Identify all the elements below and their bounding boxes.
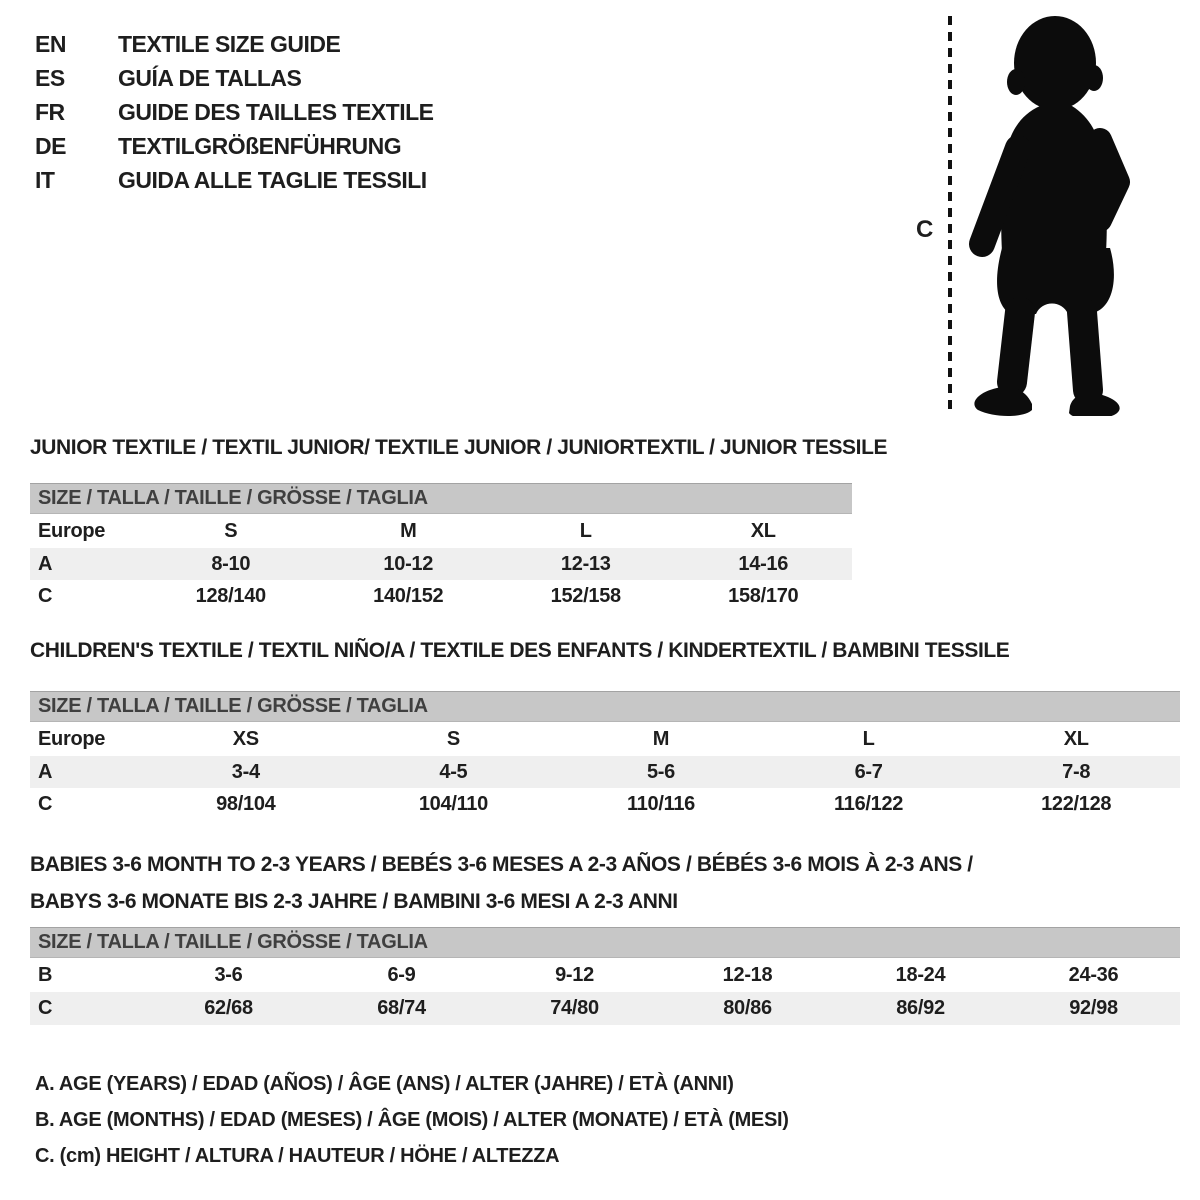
row-label: Europe <box>38 519 106 542</box>
age-cell: 9-12 <box>555 963 594 986</box>
row-label: B <box>38 963 53 986</box>
size-cell: M <box>400 519 417 542</box>
height-cell: 92/98 <box>1069 997 1118 1019</box>
legend-age-years: A. AGE (YEARS) / EDAD (AÑOS) / ÂGE (ANS) / ALTER (JAHRE) / ETÀ (ANNI) <box>35 1073 734 1095</box>
measurement-legend <box>35 1066 789 1174</box>
height-cell: 140/152 <box>373 585 444 607</box>
childrens-size-header: SIZE / TALLA / TAILLE / GRÖSSE / TAGLIA <box>30 691 1180 722</box>
age-cell: 3-4 <box>231 760 260 783</box>
guide-title-es: GUÍA DE TALLAS <box>118 64 302 91</box>
junior-textile-table <box>30 435 888 613</box>
age-cell: 4-5 <box>439 760 468 783</box>
age-cell: 3-6 <box>214 963 243 986</box>
height-cell: 122/128 <box>1041 793 1112 815</box>
size-cell: L <box>862 727 875 750</box>
toddler-silhouette <box>962 12 1138 416</box>
junior-size-header: SIZE / TALLA / TAILLE / GRÖSSE / TAGLIA <box>30 483 852 514</box>
table-row <box>30 722 1180 756</box>
babies-table-title-line2: BABYS 3-6 MONATE BIS 2-3 JAHRE / BAMBINI 3-6 MESI A 2-3 ANNI <box>30 890 678 913</box>
table-row <box>30 580 852 613</box>
guide-title-fr: GUIDE DES TAILLES TEXTILE <box>118 98 434 125</box>
size-cell: L <box>579 519 592 542</box>
age-cell: 18-24 <box>895 963 946 986</box>
age-cell: 7-8 <box>1062 760 1091 783</box>
height-cell: 74/80 <box>550 997 599 1019</box>
height-cell: 152/158 <box>550 585 621 607</box>
age-cell: 12-13 <box>560 552 611 575</box>
language-row-de <box>35 129 434 163</box>
age-cell: 6-9 <box>387 963 416 986</box>
table-row <box>30 548 852 580</box>
table-row <box>30 756 1180 788</box>
size-cell: XL <box>750 519 776 542</box>
height-cell: 158/170 <box>728 585 799 607</box>
table-row <box>30 992 1180 1025</box>
childrens-textile-table <box>30 638 1180 821</box>
age-cell: 5-6 <box>646 760 675 783</box>
table-row <box>30 958 1180 992</box>
language-row-it <box>35 163 434 197</box>
height-cell: 110/116 <box>626 793 695 815</box>
babies-size-header: SIZE / TALLA / TAILLE / GRÖSSE / TAGLIA <box>30 927 1180 958</box>
row-label: A <box>38 760 53 783</box>
height-cell: 128/140 <box>195 585 266 607</box>
legend-height-cm: C. (cm) HEIGHT / ALTURA / HAUTEUR / HÖHE / ALTEZZA <box>35 1145 560 1167</box>
height-line-label: C <box>916 216 934 243</box>
language-row-fr <box>35 95 434 129</box>
language-code: IT <box>35 166 55 193</box>
size-cell: XL <box>1063 727 1089 750</box>
row-label: A <box>38 552 53 575</box>
size-cell: XS <box>232 727 259 750</box>
table-row <box>30 514 852 548</box>
language-code: FR <box>35 98 65 125</box>
height-cell: 68/74 <box>377 997 426 1019</box>
babies-table-title-line1: BABIES 3-6 MONTH TO 2-3 YEARS / BEBÉS 3-6 MESES A 2-3 AÑOS / BÉBÉS 3-6 MOIS À 2-3 ANS / <box>30 853 973 876</box>
legend-age-months: B. AGE (MONTHS) / EDAD (MESES) / ÂGE (MOIS) / ALTER (MONATE) / ETÀ (MESI) <box>35 1109 789 1131</box>
height-cell: 80/86 <box>723 997 772 1019</box>
guide-title-it: GUIDA ALLE TAGLIE TESSILI <box>118 166 427 193</box>
junior-table-title: JUNIOR TEXTILE / TEXTIL JUNIOR/ TEXTILE JUNIOR / JUNIORTEXTIL / JUNIOR TESSILE <box>30 436 888 459</box>
height-cell: 86/92 <box>896 997 945 1019</box>
row-label: C <box>38 793 53 815</box>
size-cell: M <box>652 727 670 750</box>
height-cell: 98/104 <box>216 793 276 815</box>
size-cell: S <box>224 519 238 542</box>
childrens-table-title: CHILDREN'S TEXTILE / TEXTIL NIÑO/A / TEXTILE DES ENFANTS / KINDERTEXTIL / BAMBINI TESSILE <box>30 639 1010 662</box>
language-code: DE <box>35 132 66 159</box>
table-row <box>30 788 1180 821</box>
babies-textile-table <box>30 846 1180 1025</box>
guide-title-en: TEXTILE SIZE GUIDE <box>118 30 341 57</box>
age-cell: 14-16 <box>738 552 789 575</box>
language-row-es <box>35 61 434 95</box>
age-cell: 8-10 <box>211 552 251 575</box>
guide-title-de: TEXTILGRÖßENFÜHRUNG <box>118 132 402 159</box>
language-code: ES <box>35 64 65 91</box>
height-cell: 116/122 <box>834 793 904 815</box>
language-title-list <box>35 27 434 197</box>
row-label: C <box>38 997 53 1019</box>
age-cell: 10-12 <box>383 552 434 575</box>
age-cell: 12-18 <box>722 963 773 986</box>
language-row-en <box>35 27 434 61</box>
age-cell: 6-7 <box>854 760 883 783</box>
height-cell: 62/68 <box>204 997 253 1019</box>
language-code: EN <box>35 30 66 57</box>
age-cell: 24-36 <box>1068 963 1119 986</box>
height-cell: 104/110 <box>418 793 488 815</box>
size-cell: S <box>446 727 460 750</box>
row-label: Europe <box>38 727 106 750</box>
row-label: C <box>38 585 53 607</box>
height-dashed-line <box>948 16 952 416</box>
